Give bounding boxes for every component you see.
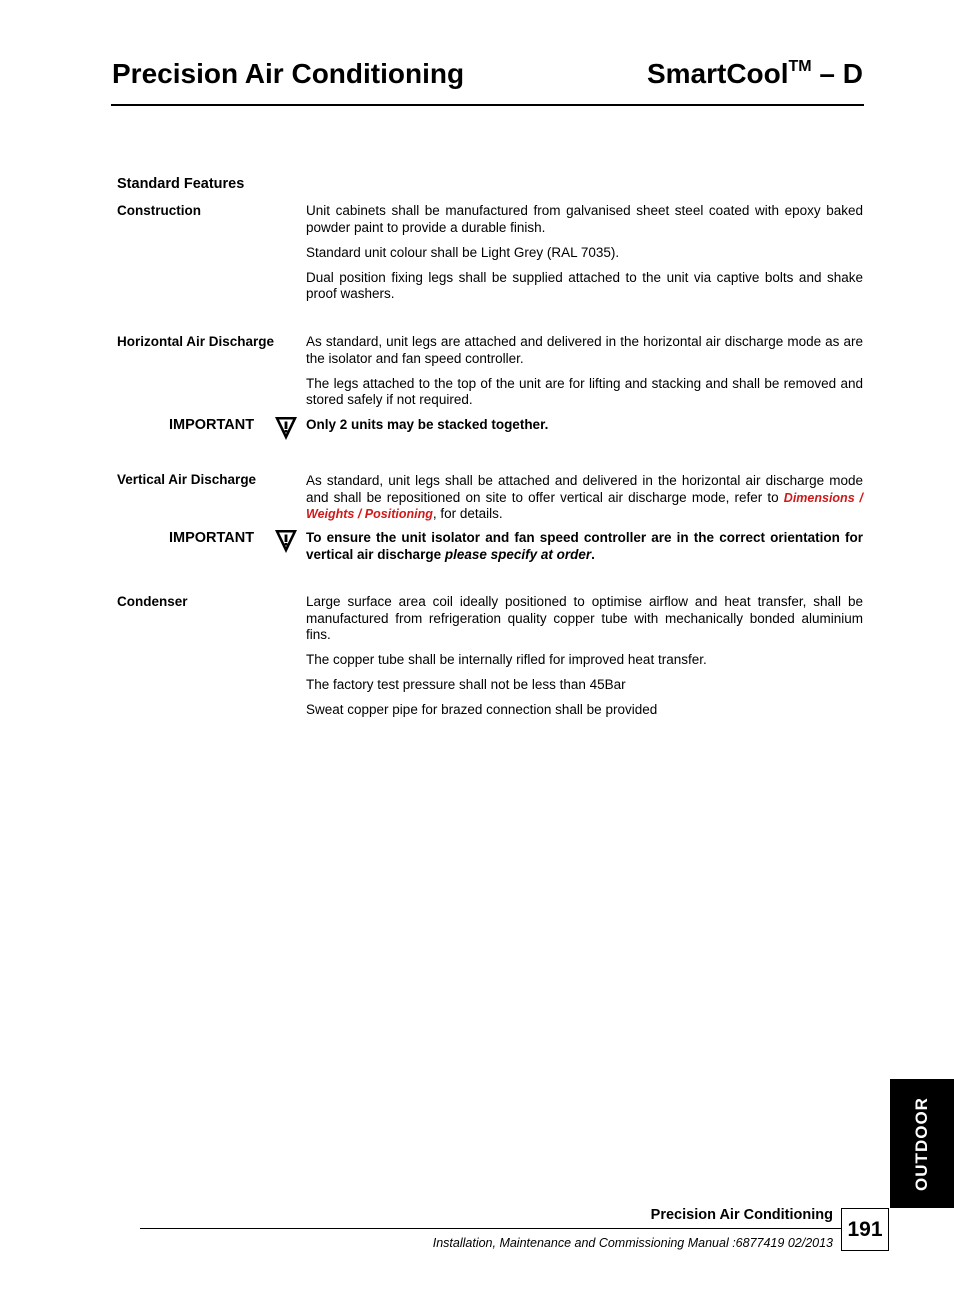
warning-triangle-icon	[274, 528, 298, 554]
footer-title: Precision Air Conditioning	[650, 1207, 833, 1223]
horizontal-discharge-label: Horizontal Air Discharge	[117, 334, 275, 349]
construction-body	[306, 203, 863, 311]
horizontal-paragraph: The legs attached to the top of the unit are for lifting and stacking and shall be removed and stored safely if not required.	[306, 375, 863, 407]
outdoor-section-tab	[890, 1079, 954, 1208]
product-name: SmartCool	[646, 58, 789, 89]
horizontal-discharge-body	[306, 334, 863, 417]
warning-triangle-icon	[274, 415, 298, 441]
section-heading: Standard Features	[117, 176, 245, 192]
condenser-paragraph: The copper tube shall be internally rifled for improved heat transfer.	[306, 652, 707, 667]
product-title	[647, 58, 863, 90]
trademark-sup: TM	[788, 58, 812, 75]
footer-divider	[140, 1228, 841, 1229]
condenser-paragraph: Large surface area coil ideally positioned to optimise airflow and heat transfer, shall be manufactured from refrigeration quality copper tube with mechanically bonded aluminium fins.	[306, 594, 863, 642]
condenser-paragraph: The factory test pressure shall not be less than 45Bar	[306, 677, 626, 692]
page-number: 191	[841, 1208, 889, 1251]
important-label: IMPORTANT	[169, 530, 255, 546]
vertical-paragraph-suffix: , for details.	[432, 506, 503, 521]
horizontal-paragraph: As standard, unit legs are attached and delivered in the horizontal air discharge mode as are the isolator and fan speed controller.	[306, 334, 863, 366]
vertical-paragraph-text: As standard, unit legs shall be attached and delivered in the horizontal air discharge mode and shall be repositioned on site to offer vertical air discharge mode, refer to	[306, 473, 863, 505]
outdoor-tab-label: OUTDOOR	[912, 1096, 931, 1191]
vertical-discharge-label: Vertical Air Discharge	[117, 472, 257, 487]
condenser-paragraph: Sweat copper pipe for brazed connection shall be provided	[306, 702, 658, 717]
important-label: IMPORTANT	[169, 417, 255, 433]
header-divider	[111, 104, 864, 106]
dimensions-link[interactable]: Dimensions / Weights / Positioning	[306, 490, 863, 521]
footer-manual-reference: Installation, Maintenance and Commissioning Manual :6877419 02/2013	[432, 1236, 833, 1250]
orientation-note-emphasis: please specify at order	[444, 547, 592, 562]
construction-paragraph: Standard unit colour shall be Light Grey (RAL 7035).	[306, 244, 620, 260]
important-stacking-note: Only 2 units may be stacked together.	[306, 417, 549, 432]
page-title: Precision Air Conditioning	[112, 58, 465, 89]
construction-paragraph: Unit cabinets shall be manufactured from galvanised sheet steel coated with epoxy baked powder paint to provide a durable finish.	[306, 203, 863, 235]
vertical-paragraph	[306, 473, 863, 523]
orientation-note-end: .	[591, 547, 595, 562]
condenser-body	[306, 594, 863, 727]
construction-label: Construction	[117, 203, 201, 218]
orientation-note-text: To ensure the unit isolator and fan speed controller are in the correct orientation for vertical air discharge	[306, 530, 863, 562]
construction-paragraph: Dual position fixing legs shall be supplied attached to the unit via captive bolts and shake proof washers.	[306, 269, 863, 301]
condenser-label: Condenser	[117, 594, 188, 609]
vertical-discharge-body	[306, 473, 863, 531]
important-orientation-note	[306, 529, 863, 563]
product-suffix: – D	[811, 58, 863, 89]
